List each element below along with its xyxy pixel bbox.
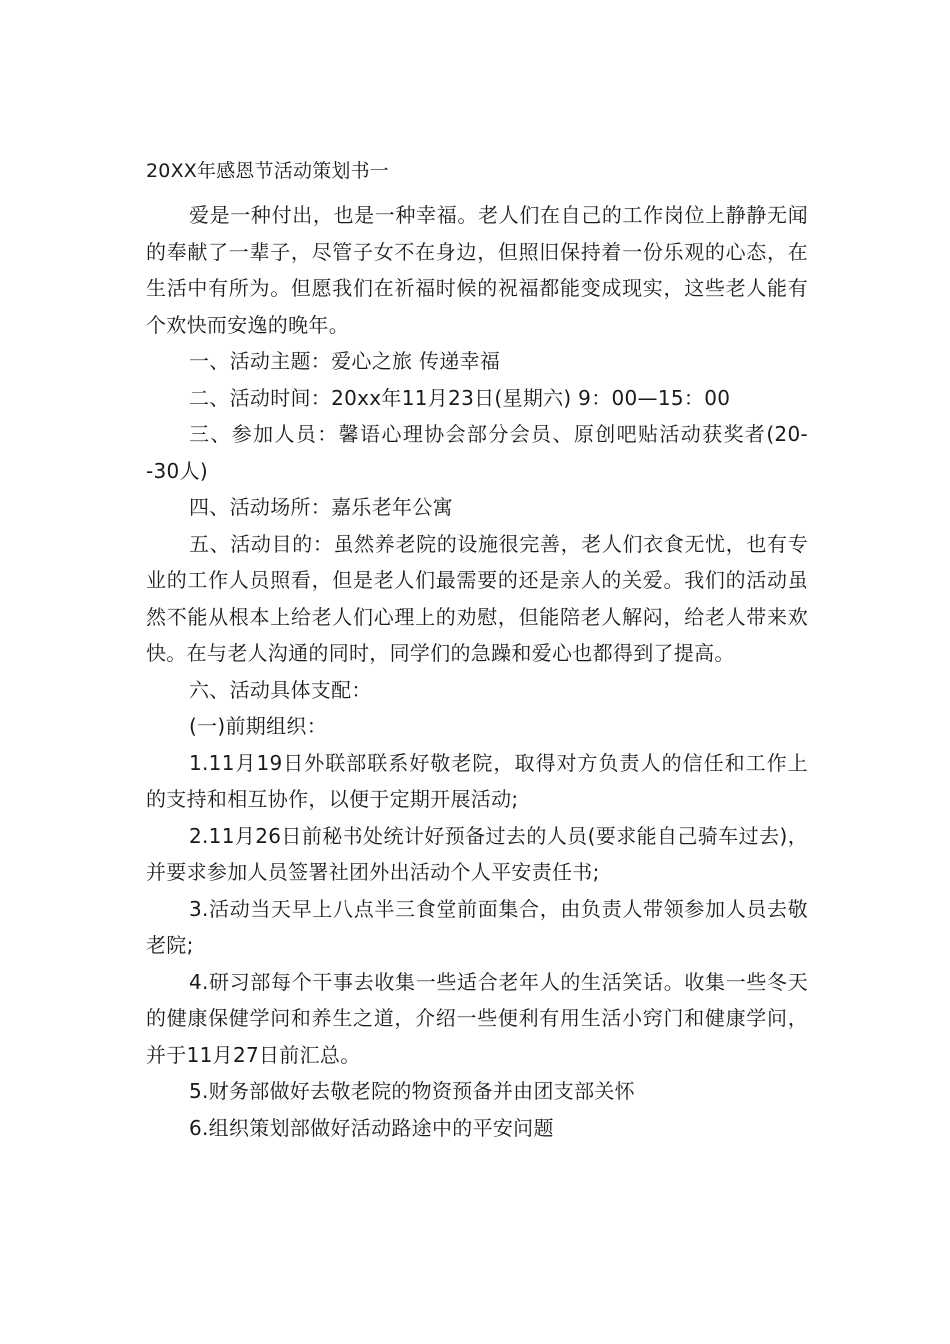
list-item: 1.11月19日外联部联系好敬老院，取得对方负责人的信任和工作上的支持和相互协作，以便于定期开展活动;	[146, 750, 808, 811]
list-item: 4.研习部每个干事去收集一些适合老年人的生活笑话。收集一些冬天的健康保健学问和养生之道，介绍一些便利有用生活小窍门和健康学问，并于11月27日前汇总。	[146, 969, 808, 1067]
participants: 三、参加人员：馨语心理协会部分会员、原创吧贴活动获奖者(20--30人)	[146, 422, 808, 483]
list-item: 5.财务部做好去敬老院的物资预备并由团支部关怀	[189, 1079, 635, 1103]
arrangement-heading: 六、活动具体支配：	[189, 677, 372, 702]
preparation-heading: (一)前期组织：	[189, 714, 328, 738]
activity-time: 二、活动时间：20xx年11月23日(星期六) 9：00—15：00	[189, 385, 731, 410]
activity-venue: 四、活动场所：嘉乐老年公寓	[189, 495, 453, 519]
activity-theme: 一、活动主题：爱心之旅 传递幸福	[189, 349, 501, 373]
document-title: 20XX年感恩节活动策划书一	[146, 160, 390, 182]
document-body	[146, 153, 808, 1146]
intro-paragraph: 爱是一种付出，也是一种幸福。老人们在自己的工作岗位上静静无闻的奉献了一辈子，尽管子女不在身边，但照旧保持着一份乐观的心态，在生活中有所为。但愿我们在祈福时候的祝福都能变成现实，这些老人能有个欢快而安逸的晚年。	[146, 203, 808, 337]
activity-purpose: 五、活动目的：虽然养老院的设施很完善，老人们衣食无忧，也有专业的工作人员照看，但是老人们最需要的还是亲人的关爱。我们的活动虽然不能从根本上给老人们心理上的劝慰，但能陪老人解闷，给老人带来欢快。在与老人沟通的同时，同学们的急躁和爱心也都得到了提高。	[146, 531, 808, 665]
list-item: 6.组织策划部做好活动路途中的平安问题	[189, 1115, 554, 1140]
list-item: 2.11月26日前秘书处统计好预备过去的人员(要求能自己骑车过去)，并要求参加人员签署社团外出活动个人平安责任书;	[146, 823, 808, 884]
list-item: 3.活动当天早上八点半三食堂前面集合，由负责人带领参加人员去敬老院;	[146, 896, 808, 957]
